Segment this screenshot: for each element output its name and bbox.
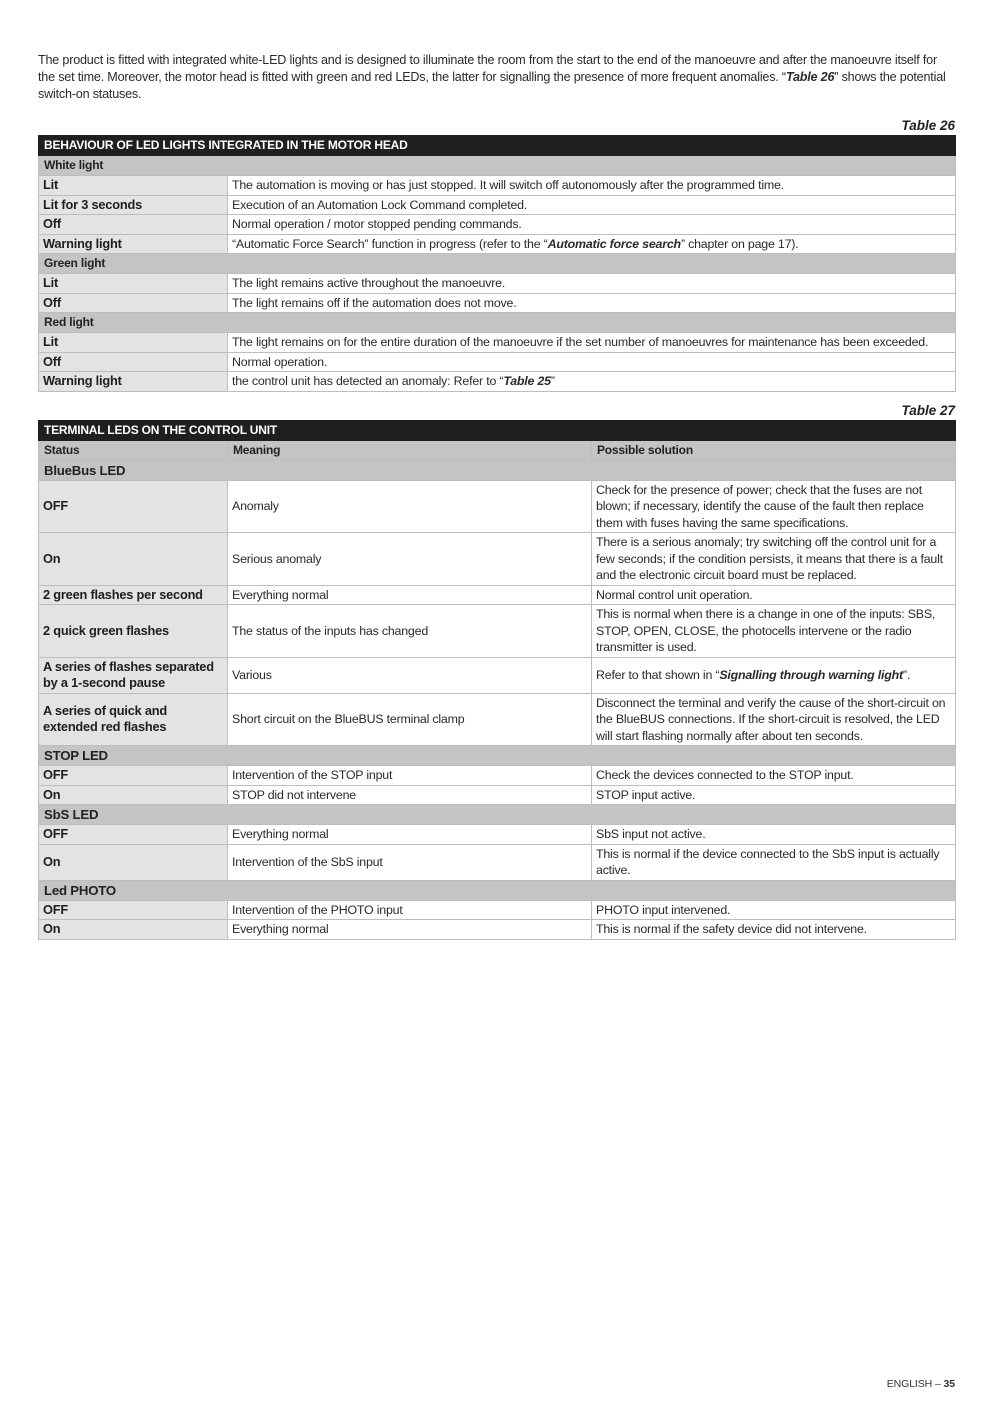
status-cell: Lit for 3 seconds xyxy=(39,195,228,215)
meaning-cell: Intervention of the SbS input xyxy=(228,844,592,880)
description-cell: the control unit has detected an anomaly: Refer to “Table 25” xyxy=(228,372,956,392)
table-26-title-row xyxy=(39,136,956,156)
status-cell: 2 quick green flashes xyxy=(39,605,228,658)
table-row xyxy=(39,352,956,372)
meaning-cell: Everything normal xyxy=(228,825,592,845)
table-27-caption: Table 27 xyxy=(901,402,955,418)
status-cell: On xyxy=(39,844,228,880)
header-solution: Possible solution xyxy=(592,440,956,460)
table-row xyxy=(39,372,956,392)
group-row xyxy=(39,460,956,480)
status-cell: Warning light xyxy=(39,234,228,254)
meaning-cell: Everything normal xyxy=(228,920,592,940)
solution-cell: This is normal if the device connected to the SbS input is actually active. xyxy=(592,844,956,880)
description-cell: The light remains off if the automation does not move. xyxy=(228,293,956,313)
chapter-reference: Automatic force search xyxy=(547,236,681,251)
status-cell: OFF xyxy=(39,766,228,786)
page-number: 35 xyxy=(943,1378,955,1390)
group-label-green-light: Green light xyxy=(39,254,956,274)
group-row xyxy=(39,254,956,274)
status-cell: Warning light xyxy=(39,372,228,392)
group-label-white-light: White light xyxy=(39,156,956,176)
group-label-red-light: Red light xyxy=(39,313,956,333)
solution-cell: Check for the presence of power; check that the fuses are not blown; if necessary, identify the cause of the fault then replace them with fuses having the same specifications. xyxy=(592,480,956,533)
table-row xyxy=(39,920,956,940)
description-cell: The automation is moving or has just stopped. It will switch off autonomously after the programmed time. xyxy=(228,176,956,196)
status-cell: OFF xyxy=(39,825,228,845)
solution-cell: PHOTO input intervened. xyxy=(592,900,956,920)
status-cell: OFF xyxy=(39,480,228,533)
description-cell: The light remains active throughout the manoeuvre. xyxy=(228,274,956,294)
meaning-cell: The status of the inputs has changed xyxy=(228,605,592,658)
status-cell: OFF xyxy=(39,900,228,920)
footer-language: ENGLISH – xyxy=(886,1378,944,1390)
solution-cell: There is a serious anomaly; try switching off the control unit for a few seconds; if the condition persists, it means that there is a fault and the electronic circuit board must be replaced. xyxy=(592,533,956,586)
table-27-title: TERMINAL LEDS ON THE CONTROL UNIT xyxy=(39,420,956,440)
table-row xyxy=(39,766,956,786)
table-row xyxy=(39,195,956,215)
meaning-cell: Serious anomaly xyxy=(228,533,592,586)
description-cell: Normal operation / motor stopped pending commands. xyxy=(228,215,956,235)
table-row xyxy=(39,844,956,880)
status-cell: On xyxy=(39,920,228,940)
meaning-cell: Short circuit on the BlueBUS terminal clamp xyxy=(228,693,592,746)
table-row xyxy=(39,234,956,254)
table-25-reference: Table 25 xyxy=(503,374,551,388)
group-label-sbs-led: SbS LED xyxy=(39,805,956,825)
meaning-cell: Everything normal xyxy=(228,585,592,605)
solution-cell: Disconnect the terminal and verify the cause of the short-circuit on the BlueBUS connections. If the short-circuit is resolved, the LED will start flashing normally after about ten seconds. xyxy=(592,693,956,746)
solution-cell: This is normal when there is a change in one of the inputs: SBS, STOP, OPEN, CLOSE, the photocells intervene or the radio transmitter is used. xyxy=(592,605,956,658)
table-27-title-row xyxy=(39,420,956,440)
table-row xyxy=(39,274,956,294)
status-cell: Lit xyxy=(39,274,228,294)
meaning-cell: STOP did not intervene xyxy=(228,785,592,805)
status-cell: Off xyxy=(39,215,228,235)
meaning-cell: Various xyxy=(228,657,592,693)
table-row xyxy=(39,533,956,586)
table-26-caption: Table 26 xyxy=(901,118,955,133)
table-row xyxy=(39,585,956,605)
table-row xyxy=(39,176,956,196)
meaning-cell: Anomaly xyxy=(228,480,592,533)
solution-cell: Refer to that shown in “Signalling through warning light”. xyxy=(592,657,956,693)
status-cell: Off xyxy=(39,293,228,313)
solution-cell: SbS input not active. xyxy=(592,825,956,845)
table-26-title: BEHAVIOUR OF LED LIGHTS INTEGRATED IN THE MOTOR HEAD xyxy=(39,136,956,156)
group-row xyxy=(39,156,956,176)
status-cell: On xyxy=(39,533,228,586)
description-cell: Normal operation. xyxy=(228,352,956,372)
status-cell: A series of flashes separated by a 1-second pause xyxy=(39,657,228,693)
document-page xyxy=(38,52,955,940)
intro-paragraph: The product is fitted with integrated white-LED lights and is designed to illuminate the room from the start to the end of the manoeuvre and after the manoeuvre itself for the set time. Moreover, the motor head is fitted with green and red LEDs, the latter for signalling the presence of more frequent anomalies. “Table 26” shows the potential switch-on statuses. xyxy=(38,53,946,101)
table-row xyxy=(39,605,956,658)
chapter-reference: Signalling through warning light xyxy=(719,667,903,682)
status-cell: On xyxy=(39,785,228,805)
table-26-reference: Table 26 xyxy=(785,70,835,84)
group-label-bluebus-led: BlueBus LED xyxy=(39,460,956,480)
group-row xyxy=(39,880,956,900)
group-row xyxy=(39,805,956,825)
meaning-cell: Intervention of the PHOTO input xyxy=(228,900,592,920)
table-27-header-row xyxy=(39,440,956,460)
description-cell: Execution of an Automation Lock Command completed. xyxy=(228,195,956,215)
group-label-stop-led: STOP LED xyxy=(39,746,956,766)
table-row xyxy=(39,693,956,746)
status-cell: A series of quick and extended red flashes xyxy=(39,693,228,746)
solution-cell: STOP input active. xyxy=(592,785,956,805)
group-row xyxy=(39,746,956,766)
status-cell: 2 green flashes per second xyxy=(39,585,228,605)
description-cell: The light remains on for the entire duration of the manoeuvre if the set number of manoeuvres for maintenance has been exceeded. xyxy=(228,333,956,353)
page-footer xyxy=(887,1378,955,1390)
meaning-cell: Intervention of the STOP input xyxy=(228,766,592,786)
solution-cell: Check the devices connected to the STOP input. xyxy=(592,766,956,786)
status-cell: Lit xyxy=(39,333,228,353)
table-row xyxy=(39,215,956,235)
table-26 xyxy=(38,135,956,392)
group-row xyxy=(39,313,956,333)
solution-cell: This is normal if the safety device did not intervene. xyxy=(592,920,956,940)
table-row xyxy=(39,900,956,920)
group-label-led-photo: Led PHOTO xyxy=(39,880,956,900)
table-row xyxy=(39,293,956,313)
description-cell: “Automatic Force Search” function in progress (refer to the “Automatic force search” chapter on page 17). xyxy=(228,234,956,254)
table-row xyxy=(39,480,956,533)
table-27 xyxy=(38,420,956,940)
table-row xyxy=(39,785,956,805)
status-cell: Off xyxy=(39,352,228,372)
table-row xyxy=(39,825,956,845)
table-row xyxy=(39,657,956,693)
table-row xyxy=(39,333,956,353)
header-meaning: Meaning xyxy=(228,440,592,460)
header-status: Status xyxy=(39,440,228,460)
solution-cell: Normal control unit operation. xyxy=(592,585,956,605)
status-cell: Lit xyxy=(39,176,228,196)
